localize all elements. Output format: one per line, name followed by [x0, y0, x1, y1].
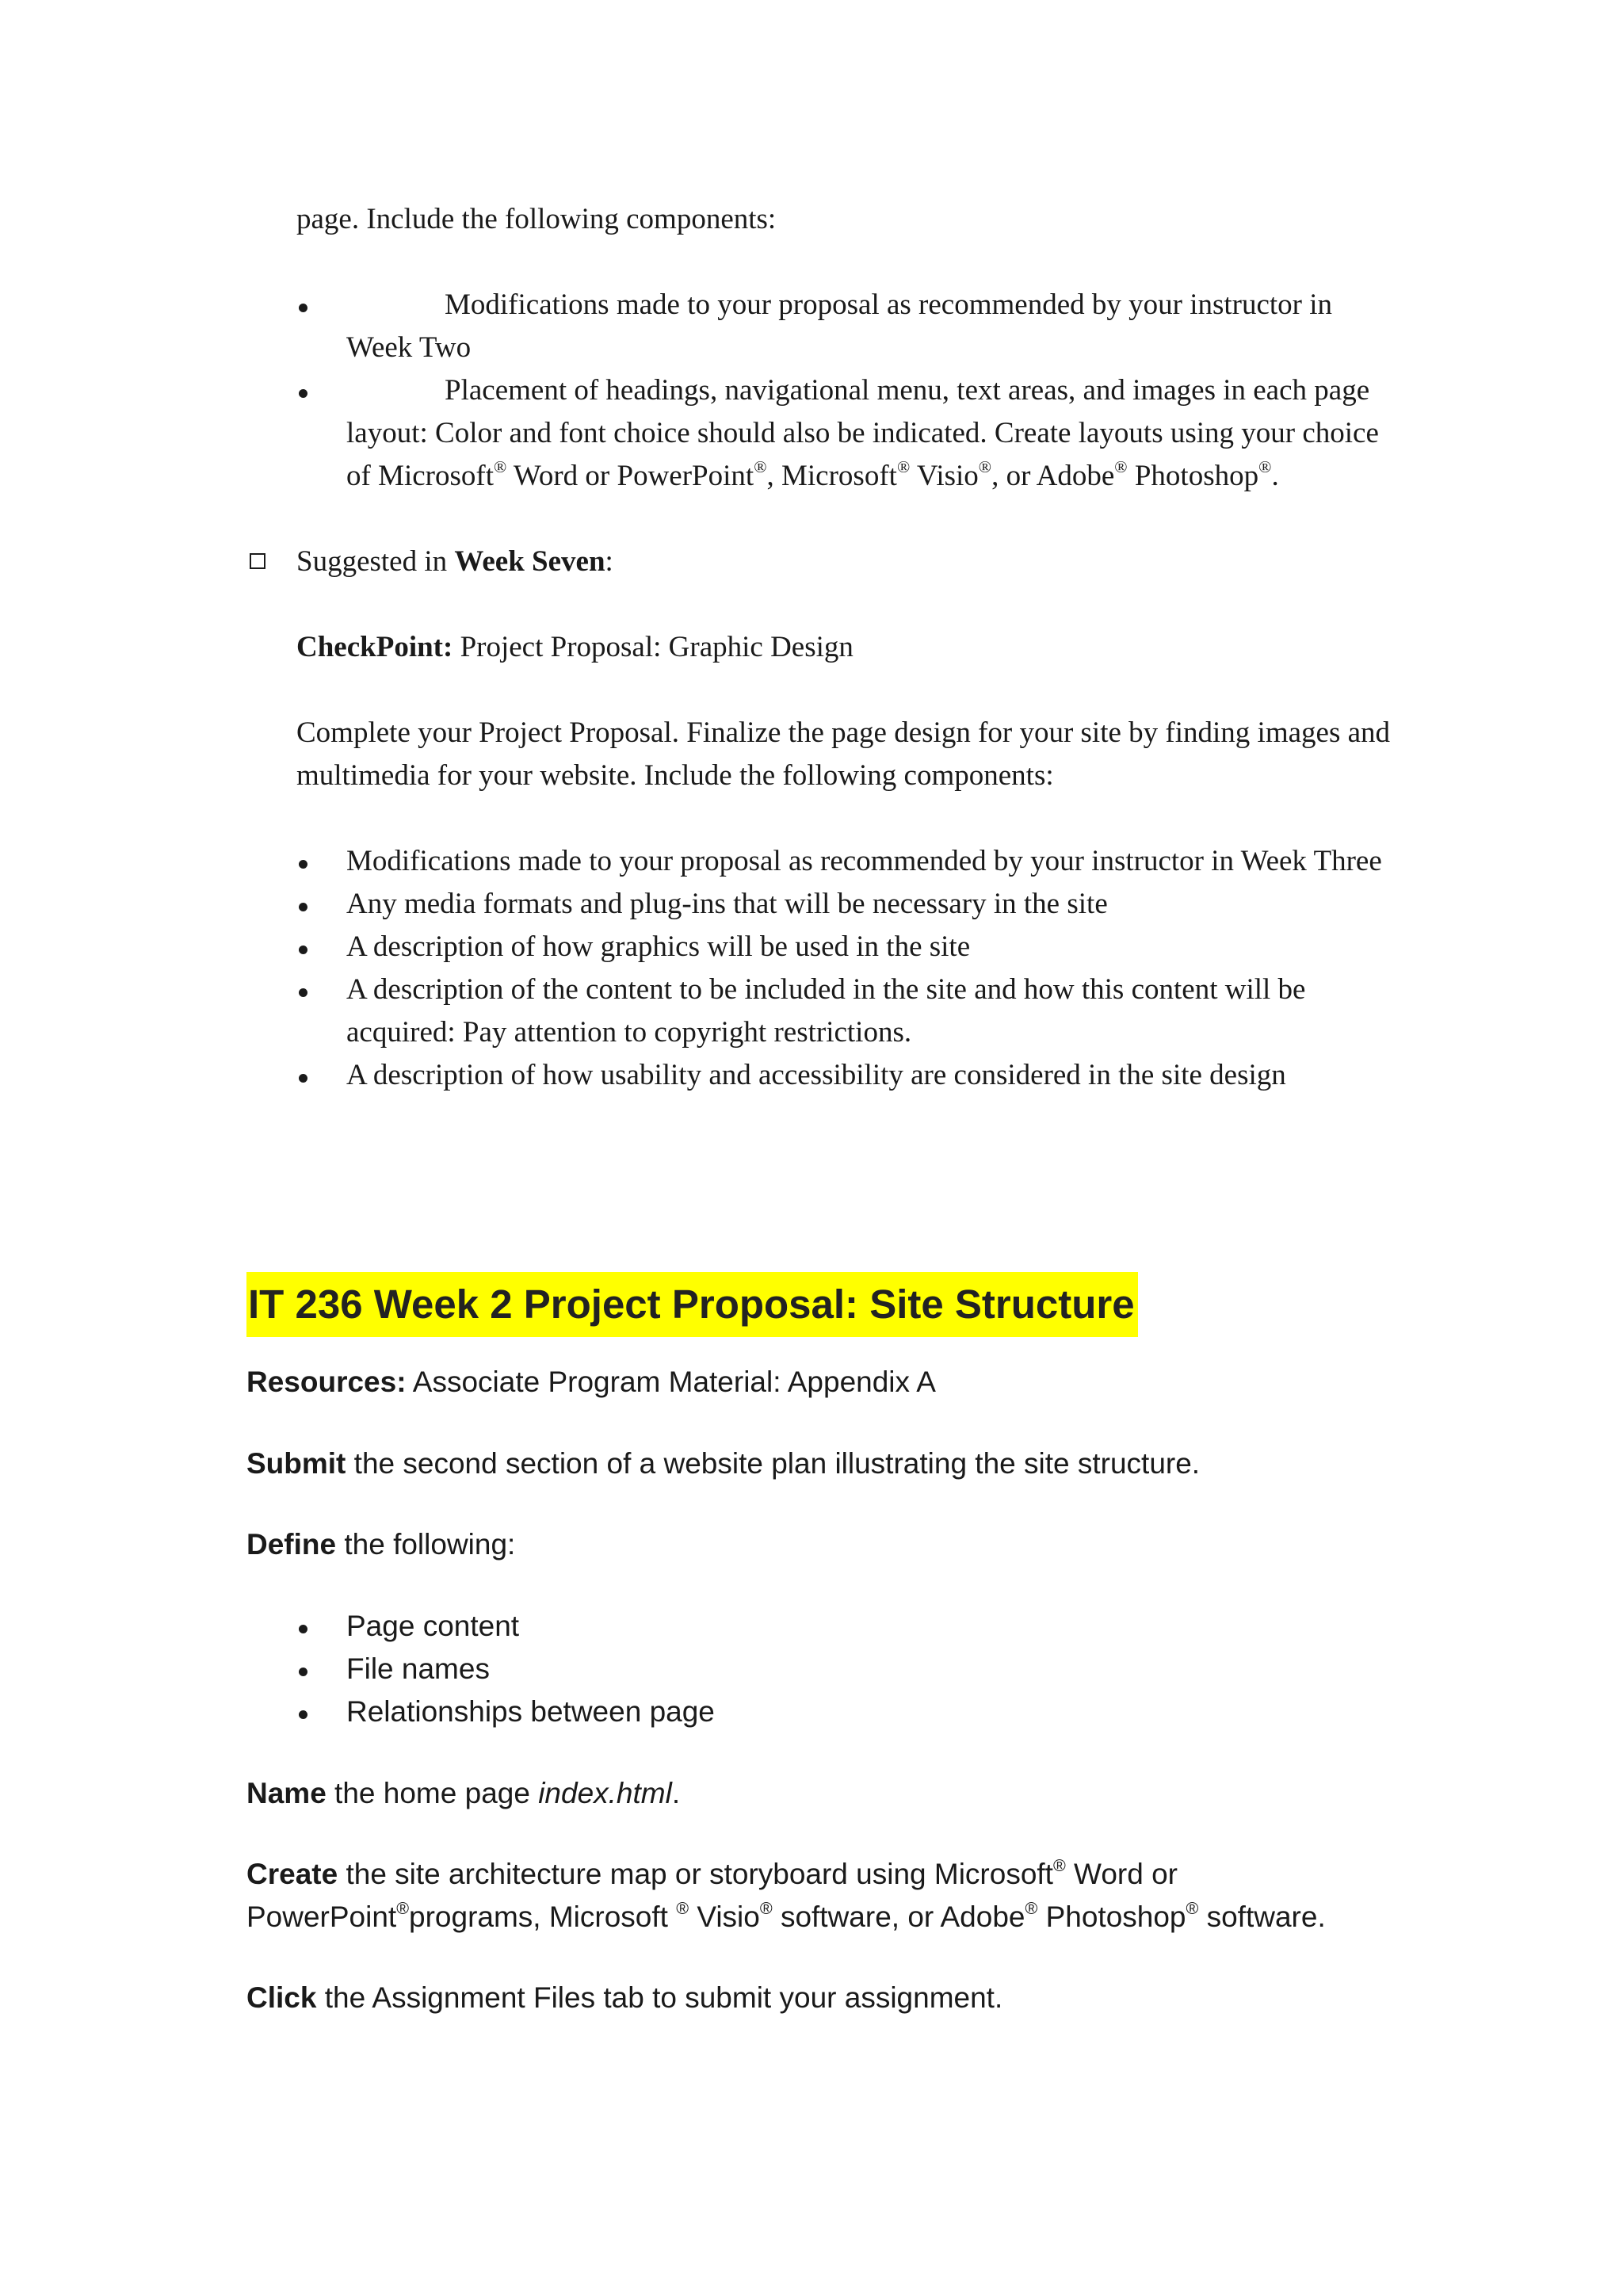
bullet-icon [299, 1710, 307, 1719]
list-item: File names [346, 1652, 490, 1685]
bullet-icon [299, 903, 307, 911]
create-line: Create the site architecture map or storyboard using Microsoft® Word or [246, 1855, 1178, 1890]
list-item: Placement of headings, navigational menu, text areas, and images in each page [445, 374, 1370, 407]
paragraph-line: multimedia for your website. Include the following components: [296, 759, 1054, 792]
paragraph-line: Complete your Project Proposal. Finalize the page design for your site by finding images and [296, 716, 1391, 749]
checkbox-icon [250, 553, 265, 569]
week-seven-line: Suggested in Week Seven: [296, 545, 613, 578]
list-item: A description of how graphics will be used in the site [346, 930, 971, 963]
bullet-icon [299, 1668, 307, 1676]
list-item-continued: of Microsoft® Word or PowerPoint®, Microsoft® Visio®, or Adobe® Photoshop®. [346, 457, 1279, 492]
list-item-continued: layout: Color and font choice should also be indicated. Create layouts using your choice [346, 417, 1379, 449]
submit-line: Submit the second section of a website plan illustrating the site structure. [246, 1447, 1201, 1480]
list-item: A description of how usability and accessibility are considered in the site design [346, 1059, 1286, 1091]
list-item: Page content [346, 1610, 520, 1642]
section-heading: IT 236 Week 2 Project Proposal: Site Structure [246, 1272, 1138, 1337]
list-item: A description of the content to be included in the site and how this content will be [346, 973, 1306, 1006]
bullet-icon [299, 988, 307, 997]
list-item-continued: acquired: Pay attention to copyright restrictions. [346, 1016, 912, 1049]
bullet-icon [299, 1074, 307, 1083]
checkpoint-line: CheckPoint: Project Proposal: Graphic Design [296, 631, 854, 663]
name-line: Name the home page index.html. [246, 1777, 681, 1809]
bullet-icon [299, 860, 307, 869]
list-item-continued: Week Two [346, 331, 472, 364]
list-item: Modifications made to your proposal as recommended by your instructor in Week Three [346, 845, 1382, 877]
list-item: Any media formats and plug-ins that will be necessary in the site [346, 888, 1108, 920]
resources-line: Resources: Associate Program Material: Appendix A [246, 1366, 936, 1398]
bullet-icon [299, 1625, 307, 1633]
list-item: Modifications made to your proposal as recommended by your instructor in [445, 288, 1333, 321]
click-line: Click the Assignment Files tab to submit your assignment. [246, 1981, 1003, 2014]
bullet-icon [299, 304, 307, 312]
intro-text: page. Include the following components: [296, 203, 777, 235]
list-item: Relationships between page [346, 1695, 715, 1728]
create-line-continued: PowerPoint®programs, Microsoft ® Visio® software, or Adobe® Photoshop® software. [246, 1898, 1326, 1933]
bullet-icon [299, 389, 307, 398]
define-line: Define the following: [246, 1528, 516, 1561]
bullet-icon [299, 946, 307, 954]
